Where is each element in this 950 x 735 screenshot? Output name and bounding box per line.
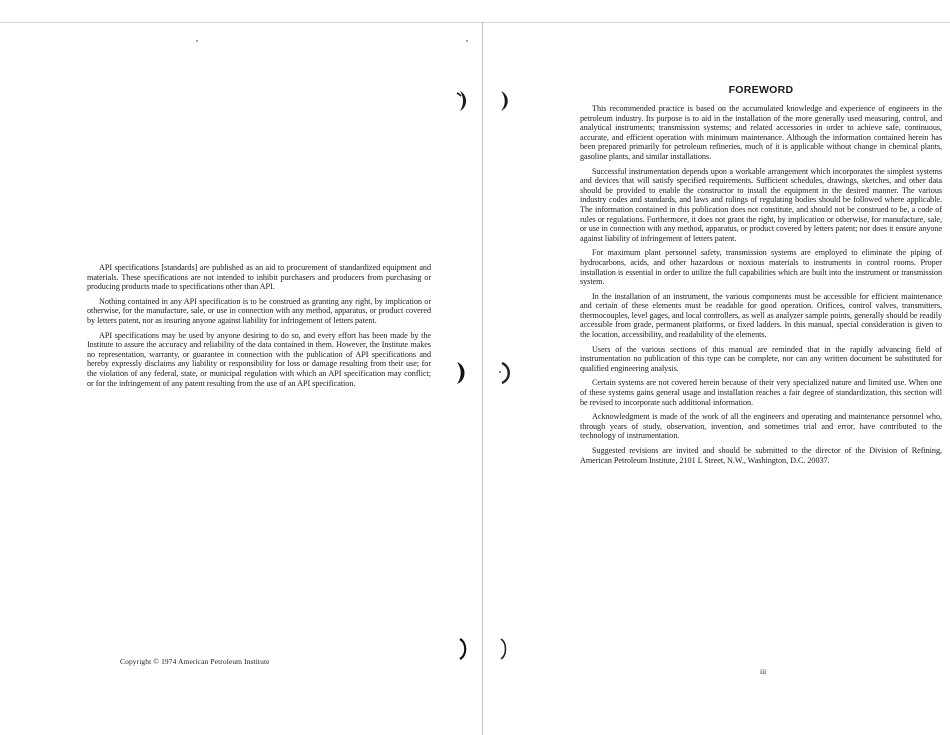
disclaimer-paragraph: API specifications may be used by anyone desiring to do so, and every effort has been made by the Institute to assure the accuracy and reliability of the data contained in them. However, the Institute makes no representation, warranty, or guarantee in connection with the publication of API specifications and hereby expressly disclaims any liability or responsibility for loss or damage resulting from their use; for the violation of any federal, state, or municipal regulation with which an API specification may conflict; or for the infringement of any patent resulting from the use of an API specification.	[87, 330, 431, 388]
punch-hole-mark	[453, 88, 475, 114]
punch-hole-mark	[495, 88, 517, 114]
punch-hole-mark	[495, 636, 517, 662]
punch-hole-mark	[455, 636, 477, 662]
scan-speck	[466, 40, 468, 42]
disclaimer-paragraph: Nothing contained in any API specification is to be construed as granting any right, by implication or otherwise, for the manufacture, sale, or use in connection with any method, apparatus, or product covered by letters patent, nor as insuring anyone against liability for infringement of letters patent.	[87, 296, 431, 325]
foreword-paragraph: For maximum plant personnel safety, transmission systems are employed to eliminate the piping of hydrocarbons, acids, and other hazardous or noxious materials to instruments in control rooms. Proper installation is essential in order to utilize the full capabilities which are built into the instrument or transmission system.	[580, 248, 942, 287]
foreword-paragraph: This recommended practice is based on the accumulated knowledge and experience of engineers in the petroleum industry. Its purpose is to aid in the installation of the more generally used measuring, control, and analytical instruments; transmission systems; and related accessories in order to achieve safe, continuous, accurate, and efficient operation with minimum maintenance. Although the information contained herein has been prepared primarily for petroleum refineries, much of it is applicable without change in chemical plants, gasoline plants, and similar installations.	[580, 104, 942, 161]
foreword-paragraph: Certain systems are not covered herein because of their very specialized nature and limited use. When one of these systems gains general usage and installation reaches a fair degree of standardization, this section will be revised to incorporate such additional information.	[580, 378, 942, 407]
foreword-section	[580, 84, 942, 470]
scan-speck	[196, 40, 198, 42]
disclaimer-text	[87, 263, 431, 393]
foreword-paragraph: Suggested revisions are invited and should be submitted to the director of the Division of Refining, American Petroleum Institute, 2101 L Street, N.W., Washington, D.C. 20037.	[580, 446, 942, 465]
foreword-heading: FOREWORD	[728, 84, 794, 96]
foreword-paragraph: Acknowledgment is made of the work of all the engineers and operating and maintenance personnel who, through years of study, observation, invention, and sometimes trial and error, have contributed to the technology of instrumentation.	[580, 412, 942, 441]
foreword-paragraph: Users of the various sections of this manual are reminded that in the rapidly advancing field of instrumentation no publication of this type can be complete, nor can any written document be substituted for qualified engineering analysis.	[580, 344, 942, 373]
copyright-notice: Copyright © 1974 American Petroleum Institute	[120, 657, 270, 666]
right-page	[483, 0, 950, 735]
page-number: iii	[760, 667, 767, 676]
disclaimer-paragraph: API specifications [standards] are published as an aid to procurement of standardized equipment and materials. These specifications are not intended to inhibit purchasers and producers from purchasing or producing products made to specifications other than API.	[87, 263, 431, 292]
punch-hole-mark	[451, 360, 473, 386]
punch-hole-mark	[495, 360, 517, 386]
foreword-paragraph: Successful instrumentation depends upon a workable arrangement which incorporates the simplest systems and devices that will satisfy specified requirements. Sufficient schedules, drawings, sketches, and other data should be provided to enable the constructor to install the equipment in the desired manner. The various industry codes and standards, and laws and rulings of regulating bodies should be followed where applicable. The information contained in this publication does not constitute, and should not be construed to be, a code of rules or regulations. Furthermore, it does not grant the right, by implication or otherwise, for manufacture, sale, or use in connection with any method, apparatus, or product covered by letters patent; nor does it ensure anyone against liability of infringement of letters patent.	[580, 166, 942, 243]
foreword-paragraph: In the installation of an instrument, the various components must be accessible for efficient maintenance and certain of these elements must be readable for good operation. Orifices, control valves, transmitters, thermocouples, level gages, and local controllers, as well as analyzer sample points, generally should be readily accessible from grade, permanent platforms, or fixed ladders. In this manual, special consideration is given to the location, accessibility, and readability of the elements.	[580, 291, 942, 340]
